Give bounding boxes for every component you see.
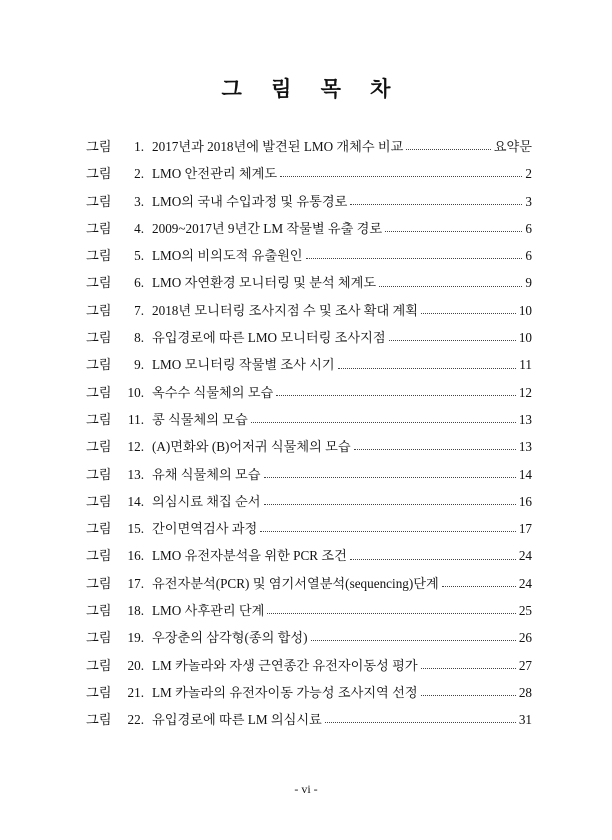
figure-list bbox=[86, 133, 532, 734]
leader-dots bbox=[251, 422, 516, 423]
toc-entry-number: 10. bbox=[127, 384, 144, 400]
toc-entry-title: (A)면화와 (B)어저귀 식물체의 모습 bbox=[152, 439, 351, 455]
toc-entry[interactable] bbox=[86, 160, 532, 187]
toc-entry-page: 25 bbox=[518, 603, 532, 619]
toc-entry-page: 2 bbox=[525, 166, 532, 182]
toc-entry[interactable] bbox=[86, 433, 532, 460]
toc-entry[interactable] bbox=[86, 570, 532, 597]
toc-entry-label: 그림 bbox=[86, 302, 112, 318]
toc-entry[interactable] bbox=[86, 542, 532, 569]
toc-entry-number: 5. bbox=[134, 248, 144, 264]
toc-entry-title: 유전자분석(PCR) 및 염기서열분석(sequencing)단계 bbox=[152, 575, 439, 591]
toc-entry-label: 그림 bbox=[86, 466, 112, 482]
toc-entry-number: 21. bbox=[127, 684, 144, 700]
leader-dots bbox=[276, 395, 516, 396]
toc-entry[interactable] bbox=[86, 351, 532, 378]
toc-entry-page: 24 bbox=[518, 575, 532, 591]
toc-entry-page: 24 bbox=[518, 548, 532, 564]
toc-entry-label: 그림 bbox=[86, 248, 112, 264]
leader-dots bbox=[350, 559, 516, 560]
toc-entry-title: 의심시료 채집 순서 bbox=[152, 493, 261, 509]
toc-entry-page: 16 bbox=[518, 493, 532, 509]
toc-entry-title: LMO 안전관리 체계도 bbox=[152, 166, 278, 182]
toc-entry-label: 그림 bbox=[86, 548, 112, 564]
toc-entry-page: 요약문 bbox=[493, 139, 532, 154]
toc-entry-number: 15. bbox=[127, 521, 144, 537]
toc-entry-title: LMO의 비의도적 유출원인 bbox=[152, 248, 303, 264]
toc-entry-label: 그림 bbox=[86, 603, 112, 619]
toc-entry-title: LMO 유전자분석을 위한 PCR 조건 bbox=[152, 548, 347, 564]
toc-entry-title: 우장춘의 삼각형(종의 합성) bbox=[152, 630, 308, 646]
toc-entry-page: 28 bbox=[518, 684, 532, 700]
toc-entry[interactable] bbox=[86, 379, 532, 406]
toc-entry-page: 6 bbox=[525, 248, 532, 264]
toc-entry-number: 7. bbox=[134, 302, 144, 318]
toc-entry-number: 2. bbox=[134, 166, 144, 182]
toc-entry-title: 유입경로에 따른 LM 의심시료 bbox=[152, 712, 322, 728]
leader-dots bbox=[379, 286, 522, 287]
toc-entry[interactable] bbox=[86, 133, 532, 160]
toc-entry-number: 3. bbox=[134, 193, 144, 209]
leader-dots bbox=[325, 722, 516, 723]
toc-entry-number: 9. bbox=[134, 357, 144, 373]
toc-entry-label: 그림 bbox=[86, 384, 112, 400]
toc-entry-page: 10 bbox=[518, 330, 532, 346]
toc-entry-page: 6 bbox=[525, 220, 532, 236]
toc-entry[interactable] bbox=[86, 706, 532, 733]
toc-entry-title: 유입경로에 따른 LMO 모니터링 조사지점 bbox=[152, 330, 386, 346]
toc-entry-number: 14. bbox=[127, 493, 144, 509]
toc-entry-label: 그림 bbox=[86, 193, 112, 209]
toc-entry-number: 20. bbox=[127, 657, 144, 673]
toc-entry-title: 2009~2017년 9년간 LM 작물별 유출 경로 bbox=[152, 220, 383, 236]
toc-entry-title: 유채 식물체의 모습 bbox=[152, 466, 261, 482]
toc-entry-label: 그림 bbox=[86, 220, 112, 236]
page-number: - vi - bbox=[294, 782, 318, 796]
toc-entry-number: 19. bbox=[127, 630, 144, 646]
toc-entry-title: LM 카놀라의 유전자이동 가능성 조사지역 선정 bbox=[152, 684, 418, 700]
toc-entry-page: 10 bbox=[518, 302, 532, 318]
toc-entry[interactable] bbox=[86, 215, 532, 242]
leader-dots bbox=[306, 258, 523, 259]
toc-entry-title: 2017년과 2018년에 발견된 LMO 개체수 비교 bbox=[152, 139, 404, 154]
toc-entry-title: LMO 사후관리 단계 bbox=[152, 603, 265, 619]
leader-dots bbox=[264, 477, 516, 478]
toc-entry-number: 18. bbox=[127, 603, 144, 619]
toc-entry-label: 그림 bbox=[86, 684, 112, 700]
toc-entry-page: 3 bbox=[525, 193, 532, 209]
toc-entry-page: 12 bbox=[518, 384, 532, 400]
toc-entry-page: 13 bbox=[518, 439, 532, 455]
leader-dots bbox=[385, 231, 522, 232]
toc-entry-label: 그림 bbox=[86, 493, 112, 509]
toc-entry[interactable] bbox=[86, 597, 532, 624]
toc-entry-label: 그림 bbox=[86, 330, 112, 346]
toc-entry[interactable] bbox=[86, 324, 532, 351]
leader-dots bbox=[267, 613, 515, 614]
leader-dots bbox=[311, 640, 516, 641]
toc-entry-page: 13 bbox=[518, 411, 532, 427]
toc-entry-number: 17. bbox=[127, 575, 144, 591]
toc-entry-title: 옥수수 식물체의 모습 bbox=[152, 384, 274, 400]
toc-entry-page: 11 bbox=[519, 357, 532, 373]
leader-dots bbox=[350, 204, 522, 205]
toc-entry-number: 6. bbox=[134, 275, 144, 291]
toc-entry-number: 11. bbox=[128, 411, 144, 427]
toc-entry-number: 13. bbox=[127, 466, 144, 482]
toc-entry-title: LMO의 국내 수입과정 및 유통경로 bbox=[152, 193, 348, 209]
toc-entry-label: 그림 bbox=[86, 657, 112, 673]
toc-entry-label: 그림 bbox=[86, 275, 112, 291]
leader-dots bbox=[264, 504, 516, 505]
toc-entry-page: 31 bbox=[518, 712, 532, 728]
page-title: 그 림 목 차 bbox=[221, 77, 403, 101]
toc-entry-label: 그림 bbox=[86, 712, 112, 728]
leader-dots bbox=[280, 176, 522, 177]
toc-entry-number: 4. bbox=[134, 220, 144, 236]
toc-entry-page: 26 bbox=[518, 630, 532, 646]
toc-entry-title: 간이면역검사 과정 bbox=[152, 521, 258, 537]
toc-entry-title: 콩 식물체의 모습 bbox=[152, 411, 248, 427]
toc-entry[interactable] bbox=[86, 188, 532, 215]
toc-entry-title: LMO 모니터링 작물별 조사 시기 bbox=[152, 357, 335, 373]
leader-dots bbox=[338, 368, 517, 369]
toc-entry-label: 그림 bbox=[86, 630, 112, 646]
leader-dots bbox=[421, 668, 516, 669]
toc-entry[interactable] bbox=[86, 269, 532, 296]
toc-entry-label: 그림 bbox=[86, 439, 112, 455]
leader-dots bbox=[442, 586, 516, 587]
toc-entry-title: LM 카놀라와 자생 근연종간 유전자이동성 평가 bbox=[152, 657, 418, 673]
leader-dots bbox=[421, 313, 516, 314]
toc-entry[interactable] bbox=[86, 406, 532, 433]
toc-entry[interactable] bbox=[86, 652, 532, 679]
toc-entry-number: 22. bbox=[127, 712, 144, 728]
toc-entry-label: 그림 bbox=[86, 575, 112, 591]
toc-entry-page: 14 bbox=[518, 466, 532, 482]
toc-entry-number: 1. bbox=[134, 139, 144, 154]
toc-entry[interactable] bbox=[86, 515, 532, 542]
leader-dots bbox=[260, 531, 516, 532]
toc-entry-page: 27 bbox=[518, 657, 532, 673]
toc-entry-page: 9 bbox=[525, 275, 532, 291]
toc-entry-title: LMO 자연환경 모니터링 및 분석 체계도 bbox=[152, 275, 377, 291]
toc-entry-label: 그림 bbox=[86, 166, 112, 182]
toc-entry-label: 그림 bbox=[86, 357, 112, 373]
toc-entry-title: 2018년 모니터링 조사지점 수 및 조사 확대 계획 bbox=[152, 302, 419, 318]
leader-dots bbox=[354, 449, 516, 450]
toc-entry[interactable] bbox=[86, 679, 532, 706]
toc-entry[interactable] bbox=[86, 488, 532, 515]
toc-entry-number: 8. bbox=[134, 330, 144, 346]
leader-dots bbox=[389, 340, 516, 341]
toc-entry-number: 16. bbox=[127, 548, 144, 564]
toc-entry[interactable] bbox=[86, 242, 532, 269]
toc-entry-page: 17 bbox=[518, 521, 532, 537]
toc-entry[interactable] bbox=[86, 297, 532, 324]
leader-dots bbox=[406, 149, 490, 150]
toc-entry[interactable] bbox=[86, 624, 532, 651]
toc-entry-label: 그림 bbox=[86, 411, 112, 427]
toc-entry-label: 그림 bbox=[86, 521, 112, 537]
toc-entry-label: 그림 bbox=[86, 139, 112, 154]
leader-dots bbox=[421, 695, 516, 696]
toc-entry[interactable] bbox=[86, 461, 532, 488]
toc-entry-number: 12. bbox=[127, 439, 144, 455]
